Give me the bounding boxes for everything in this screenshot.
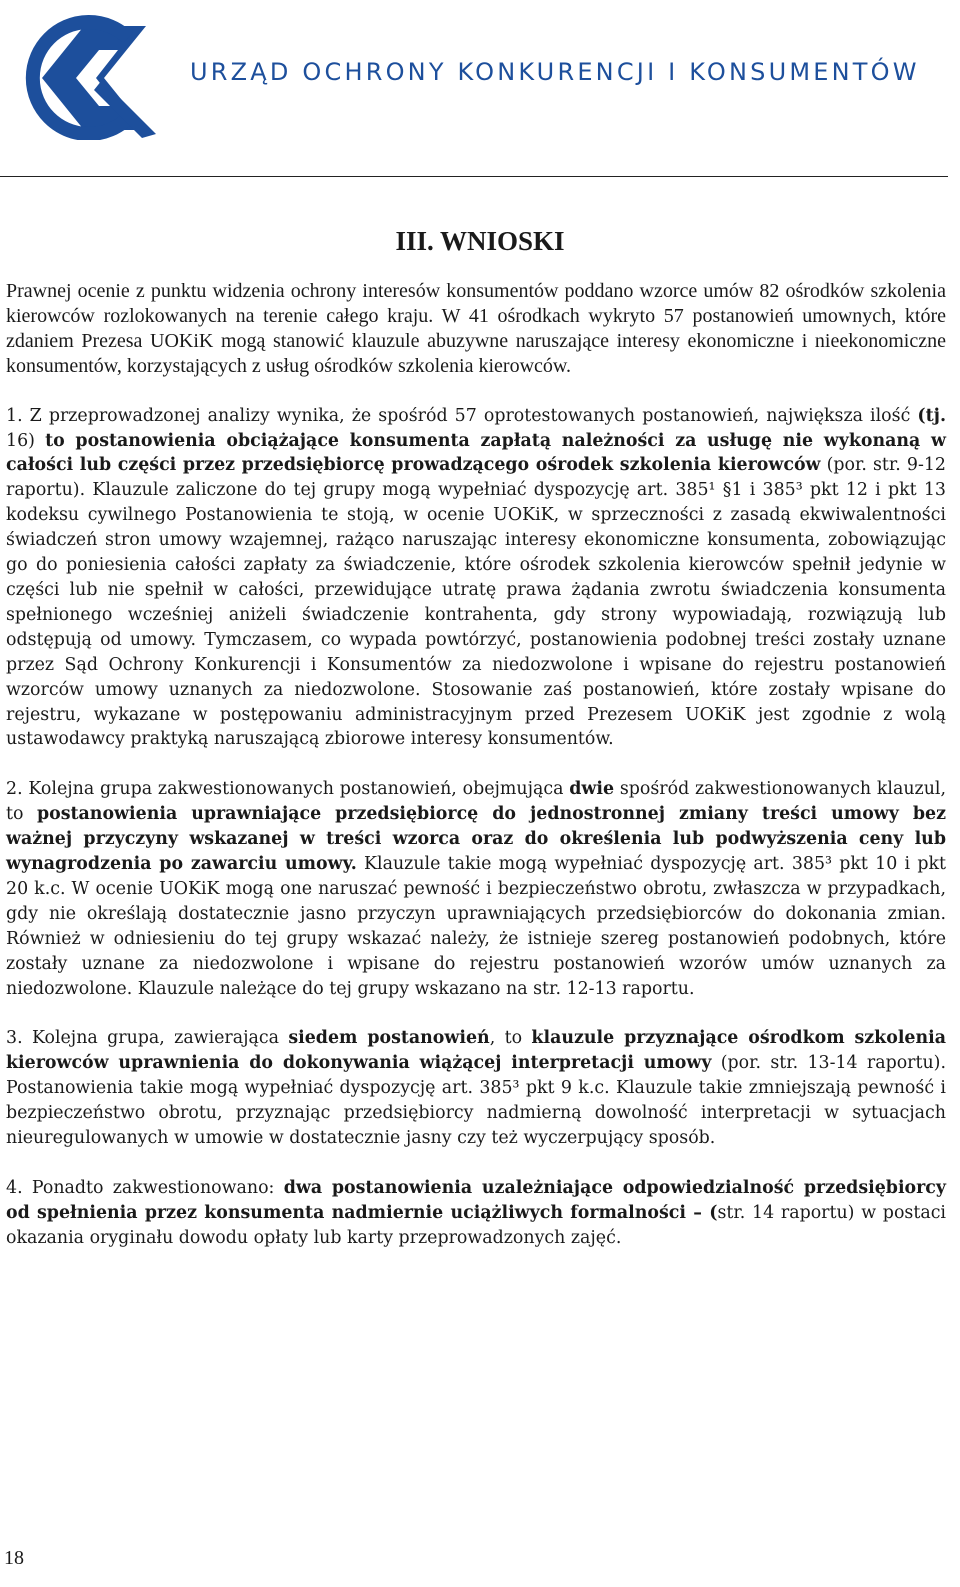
bold-run: (tj. <box>917 405 946 426</box>
text-run: Klauzule takie mogą wypełniać dyspozycję art. 385³ pkt 10 i pkt 20 k.c. W ocenie UOKiK mogą one naruszać pewność i bezpieczeństwo obrotu, zwłaszcza w przypadkach, gdy nie określają dostatecznie jasno przyczyn uprawniających przedsiębiorców do dokonania zmian. Również w odniesieniu do tej grupy wskazać należy, że istnieje szereg postanowień podobnych, które zostały uznane za niedozwolone i wpisane do rejestru postanowień wzorów umów uznanych za niedozwolone. Klauzule należące do tej grupy wskazano na str. 12-13 raportu. <box>6 854 946 999</box>
document-body <box>6 279 946 1276</box>
bold-run: dwie <box>569 779 615 800</box>
text-run: 3. Kolejna grupa, zawierająca <box>6 1028 289 1049</box>
text-run: str. 14 raportu) w postaci okazania oryginału dowodu opłaty lub karty przeprowadzonych zajęć. <box>6 1202 946 1248</box>
organization-name: URZĄD OCHRONY KONKURENCJI I KONSUMENTÓW <box>190 58 920 86</box>
conclusion-paragraph-3 <box>6 1026 946 1151</box>
text-run: , to <box>489 1028 532 1049</box>
text-run: 16) <box>6 430 46 451</box>
text-run: 1. Z przeprowadzonej analizy wynika, że spośród 57 oprotestowanych postanowień, największa ilość <box>6 405 918 426</box>
uokik-logo-icon <box>24 8 164 140</box>
conclusion-paragraph-1 <box>6 404 946 753</box>
bold-run: to postanowienia obciążające konsumenta zapłatą należności za usługę nie wykonaną w całości lub części przez przedsiębiorcę prowadzącego ośrodek szkolenia kierowców <box>6 430 946 476</box>
text-run: (por. str. 13-14 raportu). Postanowienia takie mogą wypełniać dyspozycję art. 385³ pkt 9 k.c. Klauzule takie zmniejszają pewność i bezpieczeństwo obrotu, przyznając przedsiębiorcy nadmierną dowolność interpretacji w sytuacjach nieuregulowanych w umowie w dostatecznie jasny czy też wyczerpujący sposób. <box>6 1053 946 1149</box>
text-run: 4. Ponadto zakwestionowano: <box>6 1178 284 1198</box>
text-run: spośród zakwestionowanych klauzul, to <box>6 779 947 825</box>
page-number: 18 <box>4 1547 24 1569</box>
intro-paragraph: Prawnej ocenie z punktu widzenia ochrony interesów konsumentów poddano wzorce umów 82 ośrodków szkolenia kierowców rozlokowanych na terenie całego kraju. W 41 ośrodkach wykryto 57 postanowień umownych, które zdaniem Prezesa UOKiK mogą stanowić klauzule abuzywne naruszające interesy ekonomiczne i nieekonomiczne konsumentów, korzystających z usług ośrodków szkolenia kierowców. <box>6 280 946 377</box>
conclusion-paragraph-2 <box>6 777 946 1001</box>
bold-run: siedem postanowień <box>288 1028 490 1049</box>
conclusion-paragraph-4 <box>6 1176 946 1251</box>
text-run: (por. str. 9-12 raportu). Klauzule zaliczone do tej grupy mogą wypełniać dyspozycję art. 385¹ §1 i 385³ pkt 12 i pkt 13 kodeksu cywilnego Postanowienia te stoją, w ocenie UOKiK, w sprzeczności z zasadą ekwiwalentności świadczeń stron umowy wzajemnej, rażąco naruszając interesy ekonomiczne konsumenta, zobowiązując go do poniesienia całości zapłaty za świadczenie, które ośrodek szkolenia kierowców spełnił jedynie w części lub nie spełnił w całości, przewidujące utratę prawa żądania zwrotu świadczenia konsumenta spełnionego wcześniej aniżeli świadczenie kontrahenta, gdy strony wypowiadają, rozwiązują lub odstępują od umowy. Tymczasem, co wypada powtórzyć, postanowienia podobnej treści zostały uznane przez Sąd Ochrony Konkurencji i Konsumentów za niedozwolone i wpisane do rejestru postanowień wzorców umowy uznanych za niedozwolone. Stosowanie zaś postanowień, które zostały wpisane do rejestru, wykazane w postępowaniu administracyjnym przed Prezesem UOKiK jest zgodnie z wolą ustawodawcy praktyką naruszającą zbiorowe interesy konsumentów. <box>6 455 946 750</box>
bold-run: dwa postanowienia uzależniające odpowiedzialność przedsiębiorcy od spełnienia przez konsumenta nadmiernie uciążliwych formalności – ( <box>6 1178 947 1223</box>
bold-run: postanowienia uprawniające przedsiębiorcę do jednostronnej zmiany treści umowy bez ważnej przyczyny wskazanej w treści wzorca oraz do określenia lub podwyższenia ceny lub wynagrodzenia po zawarciu umowy. <box>6 804 946 875</box>
section-title: III. WNIOSKI <box>395 226 565 257</box>
header-divider <box>0 176 948 177</box>
text-run: 2. Kolejna grupa zakwestionowanych postanowień, obejmująca <box>6 779 570 800</box>
bold-run: klauzule przyznające ośrodkom szkolenia kierowców uprawnienia do dokonywania wiążącej interpretacji umowy <box>6 1028 947 1074</box>
